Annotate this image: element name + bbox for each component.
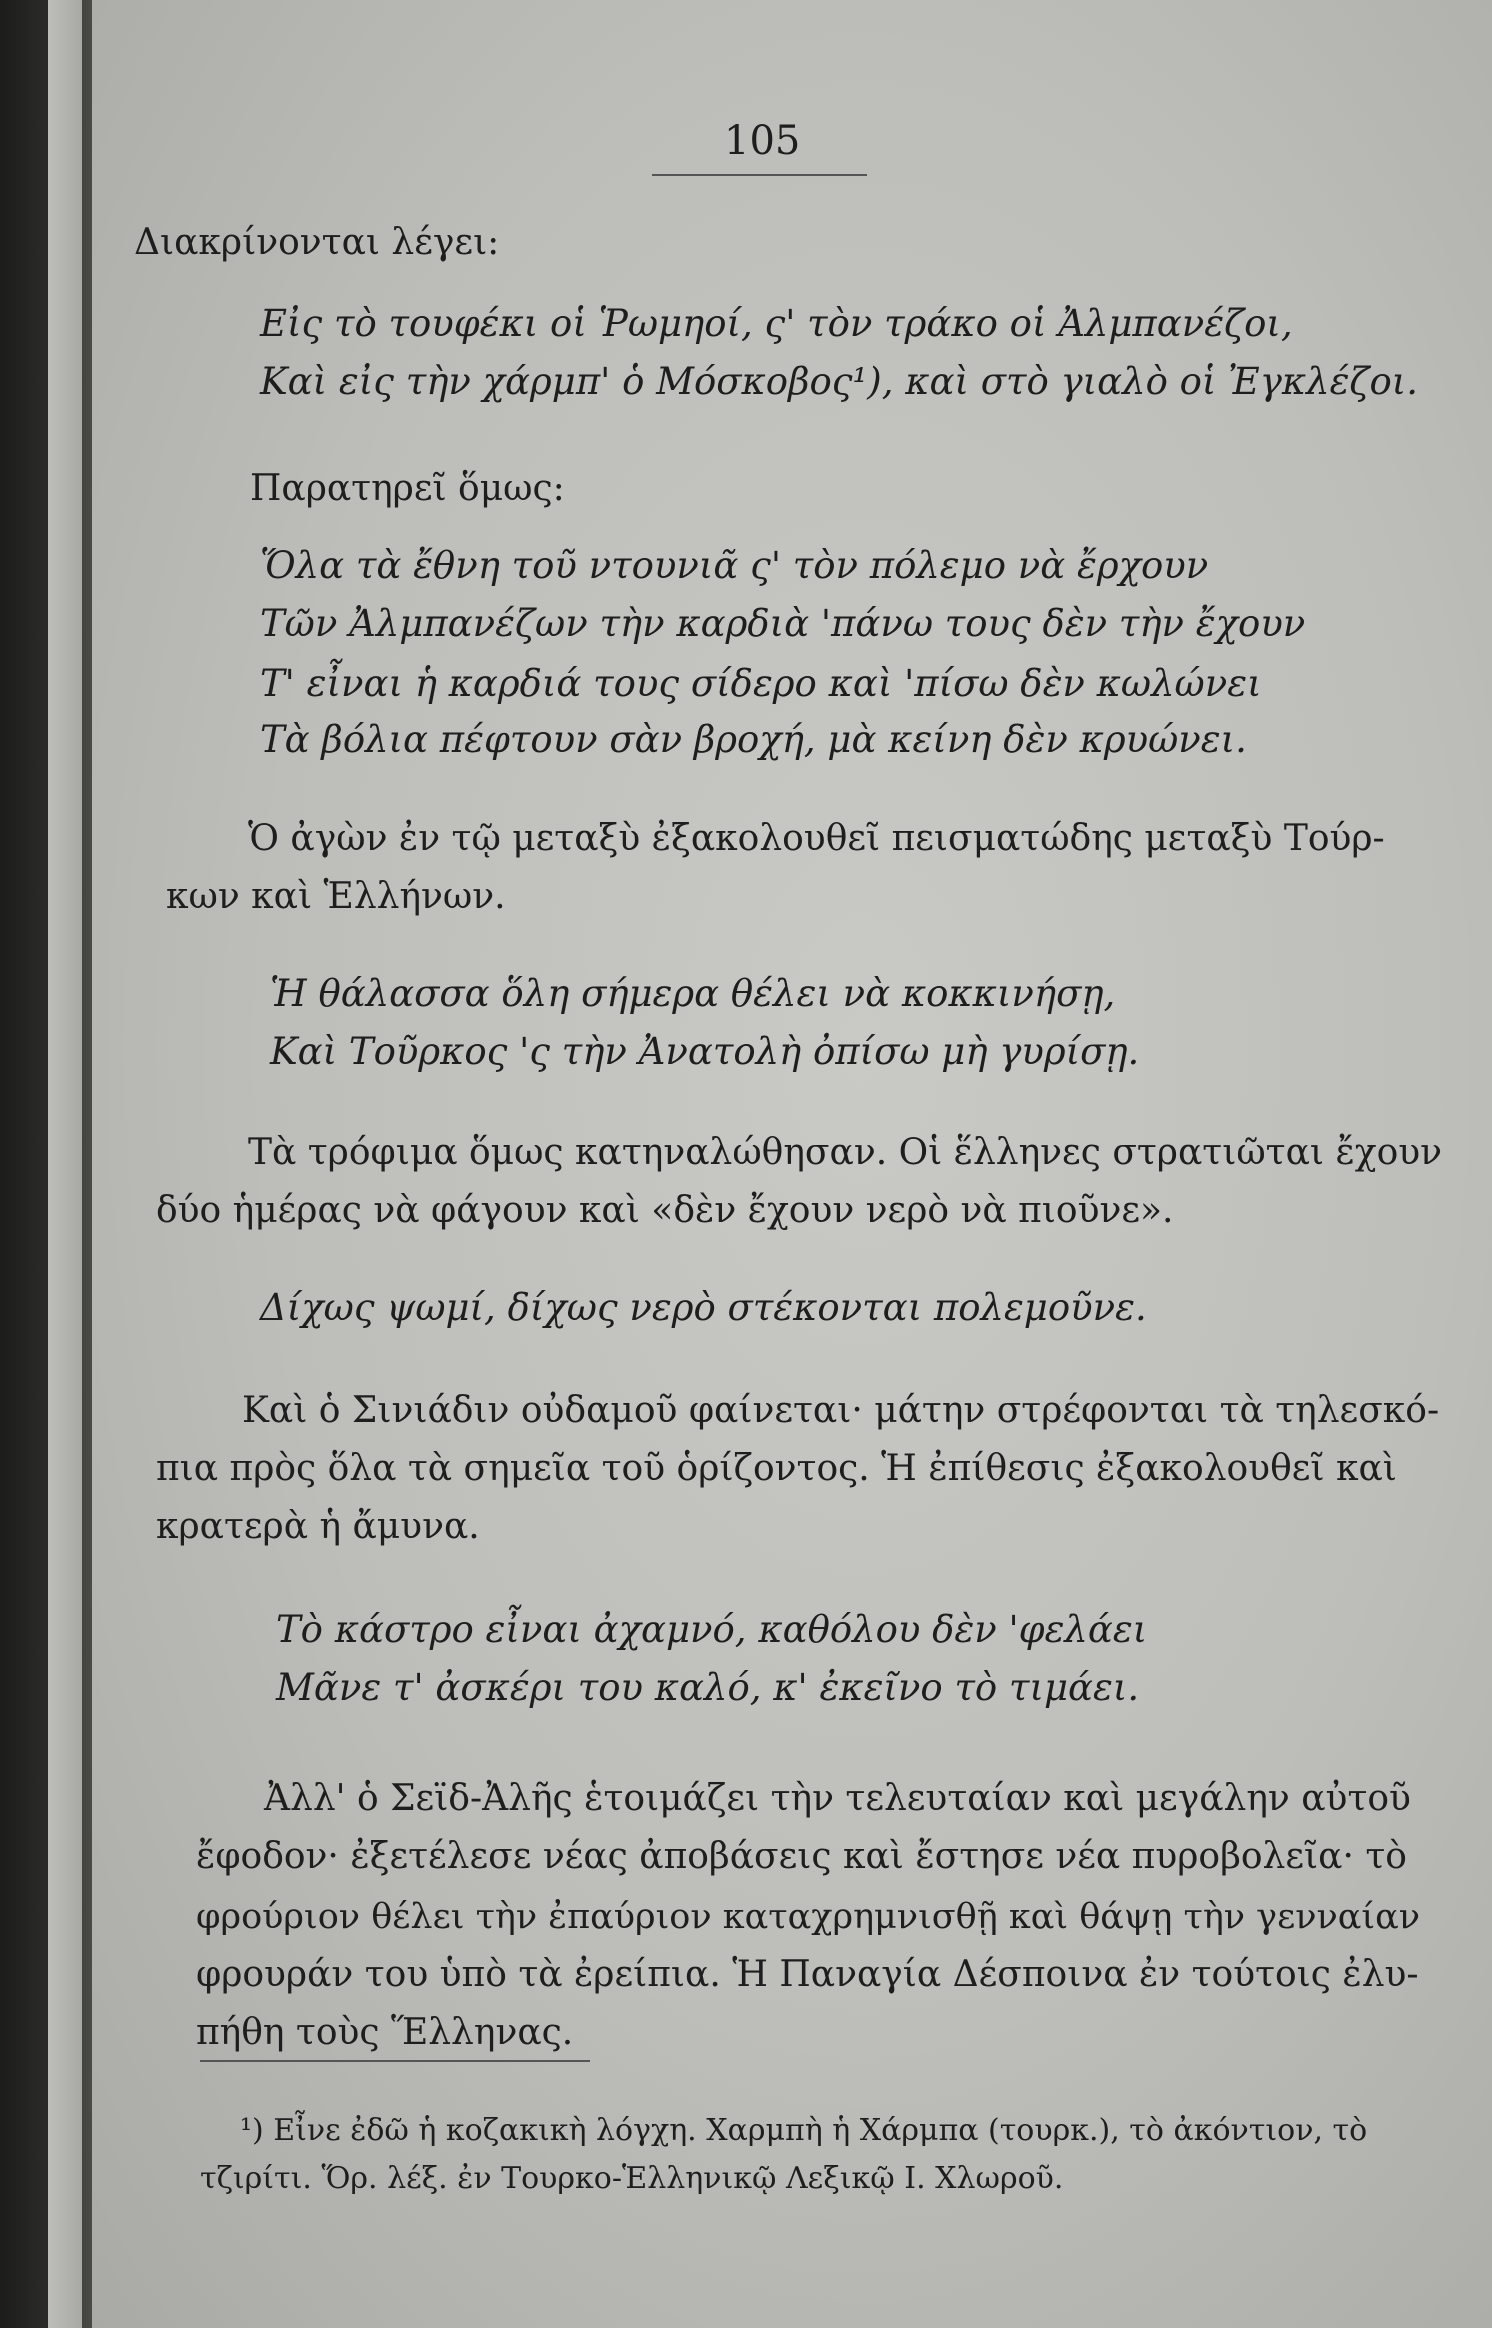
verse-line: Τὰ βόλια πέφτουν σὰν βροχή, μὰ κείνη δὲν κρυώνει. [260,718,1247,761]
prose-line: δύο ἡμέρας νὰ φάγουν καὶ «δὲν ἔχουν νερὸ νὰ πιοῦνε». [156,1190,1174,1231]
prose-line: Τὰ τρόφιμα ὅμως κατηναλώθησαν. Οἱ ἕλληνες στρατιῶται ἔχουν [248,1132,1443,1173]
footnote-rule [200,2060,590,2062]
prose-line: φρούριον θέλει τὴν ἐπαύριον καταχρημνισθῇ καὶ θάψῃ τὴν γενναίαν [196,1897,1421,1937]
prose-line: φρουράν του ὑπὸ τὰ ἐρείπια. Ἡ Παναγία Δέσποινα ἐν τούτοις ἐλυ- [196,1954,1419,1995]
prose-line: πήθη τοὺς Ἕλληνας. [196,2012,574,2053]
book-page [92,0,1492,2328]
verse-line: Καὶ Τοῦρκος 'ς τὴν Ἀνατολὴ ὀπίσω μὴ γυρίσῃ. [270,1030,1140,1073]
verse-line: Ἡ θάλασσα ὅλη σήμερα θέλει νὰ κοκκινήσῃ, [270,972,1116,1015]
prose-line: Ὁ ἀγὼν ἐν τῷ μεταξὺ ἐξακολουθεῖ πεισματώδης μεταξὺ Τούρ- [248,818,1385,859]
prose-line: ἔφοδον· ἐξετέλεσε νέας ἀποβάσεις καὶ ἔστησε νέα πυροβολεῖα· τὸ [196,1836,1407,1877]
verse-line: Μᾶνε τ' ἀσκέρι του καλό, κ' ἐκεῖνο τὸ τιμάει. [276,1666,1140,1709]
verse-line: Τῶν Ἀλμπανέζων τὴν καρδιὰ 'πάνω τους δὲν τὴν ἔχουν [260,602,1306,645]
prose-line: κρατερὰ ἡ ἄμυνα. [156,1506,480,1547]
verse-line: Καὶ εἰς τὴν χάρμπ' ὁ Μόσκοβος¹), καὶ στὸ γιαλὸ οἱ Ἐγκλέζοι. [260,360,1419,403]
verse-line: Εἰς τὸ τουφέκι οἱ Ῥωμηοί, ς' τὸν τράκο οἱ Ἀλμπανέζοι, [260,302,1293,345]
verse-line: Τὸ κάστρο εἶναι ἀχαμνό, καθόλου δὲν 'φελάει [276,1608,1148,1651]
book-spine [0,0,92,2328]
footnote-line: τζιρίτι. Ὅρ. λέξ. ἐν Τουρκο-Ἑλληνικῷ Λεξικῷ Ι. Χλωροῦ. [200,2161,1064,2196]
footnote-line: ¹) Εἶνε ἐδῶ ἡ κοζακικὴ λόγχη. Χαρμπὴ ἡ Χάρμπα (τουρκ.), τὸ ἀκόντιον, τὸ [240,2113,1368,2148]
previous-page-edge [48,0,82,2328]
prose-line: κων καὶ Ἑλλήνων. [166,876,506,917]
page-number: 105 [724,118,801,164]
verse-line: Ὅλα τὰ ἔθνη τοῦ ντουνιᾶ ς' τὸν πόλεμο νὰ ἔρχουν [260,544,1209,587]
prose-line: Διακρίνονται λέγει: [134,222,500,263]
prose-line: Παρατηρεῖ ὅμως: [250,468,565,509]
verse-line: Δίχως ψωμί, δίχως νερὸ στέκονται πολεμοῦνε. [260,1286,1147,1329]
header-rule [652,174,867,176]
prose-line: Καὶ ὁ Σινιάδιν οὐδαμοῦ φαίνεται· μάτην στρέφονται τὰ τηλεσκό- [242,1390,1440,1431]
verse-line: Τ' εἶναι ἡ καρδιά τους σίδερο καὶ 'πίσω δὲν κωλώνει [260,662,1262,705]
prose-line: πια πρὸς ὅλα τὰ σημεῖα τοῦ ὁρίζοντος. Ἡ ἐπίθεσις ἐξακολουθεῖ καὶ [156,1448,1397,1489]
prose-line: Ἀλλ' ὁ Σεϊδ-Ἀλῆς ἑτοιμάζει τὴν τελευταίαν καὶ μεγάλην αὐτοῦ [264,1778,1411,1819]
